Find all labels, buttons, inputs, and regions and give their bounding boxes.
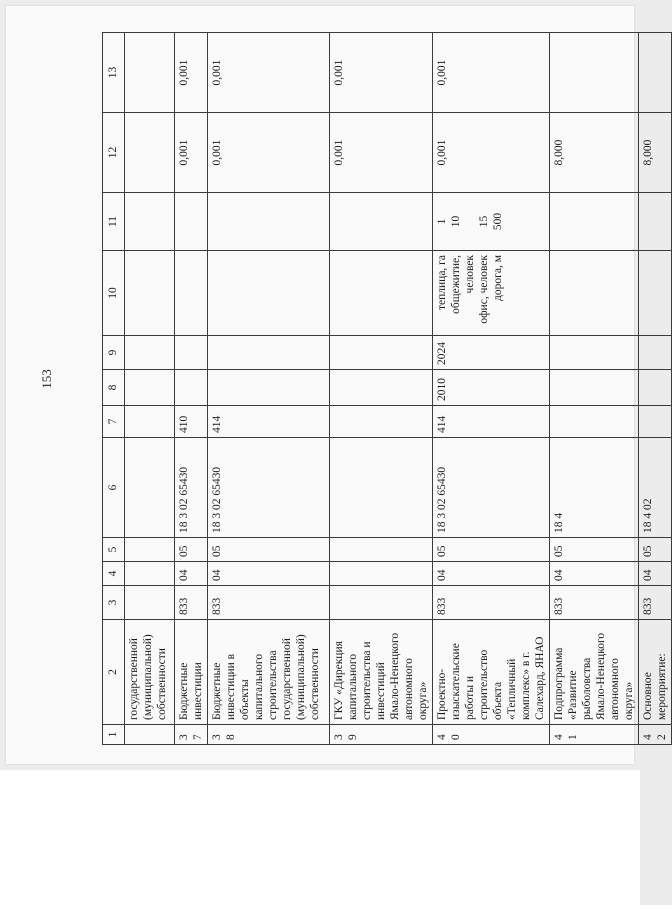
- header-cell: 5: [103, 538, 125, 562]
- cell-capacity-value: [550, 193, 639, 251]
- cell-year-start: [639, 370, 672, 406]
- cell-amount: [125, 113, 175, 193]
- cell-subsection: 05: [550, 538, 639, 562]
- cell-target-article: 18 3 02 65430: [433, 438, 550, 538]
- cell-year-end: [639, 336, 672, 370]
- header-cell: 2: [103, 620, 125, 725]
- cell-capacity-unit: [208, 251, 330, 336]
- cell-admin-code: [330, 586, 433, 620]
- row-number: 40: [433, 725, 550, 745]
- cell-subsection: 05: [639, 538, 672, 562]
- cell-amount: 0,001: [330, 113, 433, 193]
- row-name: государственной (муниципальной) собственности: [125, 620, 175, 725]
- cell-section: 04: [208, 562, 330, 586]
- cell-amount: 8,000: [550, 113, 639, 193]
- cell-admin-code: [125, 586, 175, 620]
- cell-amount: 0,001: [208, 113, 330, 193]
- cell-amount: 0,001: [175, 33, 208, 113]
- cell-subsection: 05: [175, 538, 208, 562]
- cell-amount: 0,001: [175, 113, 208, 193]
- rotated-table-container: [102, 33, 669, 745]
- budget-table: [102, 32, 672, 745]
- cell-section: 04: [550, 562, 639, 586]
- cell-target-article: 18 4: [550, 438, 639, 538]
- cell-amount: 8,000: [639, 113, 672, 193]
- cell-target-article: 18 3 02 65430: [208, 438, 330, 538]
- row-number: [125, 725, 175, 745]
- table-row: [208, 33, 330, 745]
- cell-section: [125, 562, 175, 586]
- table-row: [550, 33, 639, 745]
- cell-expense-type: [639, 406, 672, 438]
- cell-capacity-unit: [550, 251, 639, 336]
- row-number: 42: [639, 725, 672, 745]
- cell-capacity-value: [208, 193, 330, 251]
- header-cell: 10: [103, 251, 125, 336]
- header-cell: 9: [103, 336, 125, 370]
- cell-section: [330, 562, 433, 586]
- header-cell: 4: [103, 562, 125, 586]
- header-cell: 7: [103, 406, 125, 438]
- cell-year-end: [550, 336, 639, 370]
- cell-admin-code: 833: [639, 586, 672, 620]
- cell-year-end: [175, 336, 208, 370]
- row-number: 39: [330, 725, 433, 745]
- cell-admin-code: 833: [208, 586, 330, 620]
- cell-expense-type: 414: [208, 406, 330, 438]
- row-number: 38: [208, 725, 330, 745]
- cell-amount: 0,001: [208, 33, 330, 113]
- row-name: Бюджетные инвестиции в объекты капитального строительства государственной (муниципальной) собственности: [208, 620, 330, 725]
- header-cell: 6: [103, 438, 125, 538]
- cell-year-start: [175, 370, 208, 406]
- table-row: [639, 33, 672, 745]
- cell-year-end: [125, 336, 175, 370]
- table-row: [330, 33, 433, 745]
- cell-section: 04: [175, 562, 208, 586]
- cell-amount: [550, 33, 639, 113]
- row-number: 37: [175, 725, 208, 745]
- cell-year-start: [550, 370, 639, 406]
- blank-area: [0, 770, 640, 905]
- cell-capacity-unit: [639, 251, 672, 336]
- cell-year-start: [330, 370, 433, 406]
- cell-expense-type: [550, 406, 639, 438]
- cell-target-article: [125, 438, 175, 538]
- row-name: Основное мероприятие:: [639, 620, 672, 725]
- cell-subsection: 05: [433, 538, 550, 562]
- table-row: [125, 33, 175, 745]
- row-name: Подпрограмма «Развитие рыболовства Ямало-Ненецкого автономного округа»: [550, 620, 639, 725]
- cell-amount: [639, 33, 672, 113]
- header-cell: 13: [103, 33, 125, 113]
- cell-target-article: 18 3 02 65430: [175, 438, 208, 538]
- cell-target-article: [330, 438, 433, 538]
- header-cell: 1: [103, 725, 125, 745]
- cell-amount: 0,001: [433, 113, 550, 193]
- cell-year-start: [125, 370, 175, 406]
- cell-admin-code: 833: [175, 586, 208, 620]
- row-name: Проектно-изыскательские работы и строительство объекта «Тепличный комплекс» в г. Салехард, ЯНАО: [433, 620, 550, 725]
- row-name: ГКУ «Дирекция капитального строительства и инвестиций Ямало-Ненецкого автономного округа»: [330, 620, 433, 725]
- cell-expense-type: [125, 406, 175, 438]
- cell-capacity-unit: [125, 251, 175, 336]
- cell-expense-type: 410: [175, 406, 208, 438]
- cell-year-start: 2010: [433, 370, 550, 406]
- cell-expense-type: [330, 406, 433, 438]
- header-cell: 12: [103, 113, 125, 193]
- header-cell: 3: [103, 586, 125, 620]
- header-cell: 8: [103, 370, 125, 406]
- cell-year-end: [208, 336, 330, 370]
- cell-capacity-value: 1 10 15 500: [433, 193, 550, 251]
- cell-subsection: [125, 538, 175, 562]
- cell-capacity-unit: [175, 251, 208, 336]
- header-row: [103, 33, 125, 745]
- cell-target-article: 18 4 02: [639, 438, 672, 538]
- cell-amount: 0,001: [433, 33, 550, 113]
- cell-year-end: [330, 336, 433, 370]
- cell-admin-code: 833: [433, 586, 550, 620]
- cell-subsection: 05: [208, 538, 330, 562]
- cell-expense-type: 414: [433, 406, 550, 438]
- header-cell: 11: [103, 193, 125, 251]
- cell-section: 04: [433, 562, 550, 586]
- cell-amount: 0,001: [330, 33, 433, 113]
- cell-section: 04: [639, 562, 672, 586]
- table-row: [175, 33, 208, 745]
- cell-amount: [125, 33, 175, 113]
- table-row: [433, 33, 550, 745]
- cell-admin-code: 833: [550, 586, 639, 620]
- cell-year-start: [208, 370, 330, 406]
- cell-capacity-value: [639, 193, 672, 251]
- cell-capacity-value: [175, 193, 208, 251]
- cell-capacity-unit: [330, 251, 433, 336]
- row-name: Бюджетные инвестиции: [175, 620, 208, 725]
- cell-capacity-value: [125, 193, 175, 251]
- cell-capacity-unit: теплица, га общежитие, человек офис, человек дорога, м: [433, 251, 550, 336]
- page-number: 153: [39, 369, 54, 389]
- row-number: 41: [550, 725, 639, 745]
- cell-subsection: [330, 538, 433, 562]
- cell-capacity-value: [330, 193, 433, 251]
- cell-year-end: 2024: [433, 336, 550, 370]
